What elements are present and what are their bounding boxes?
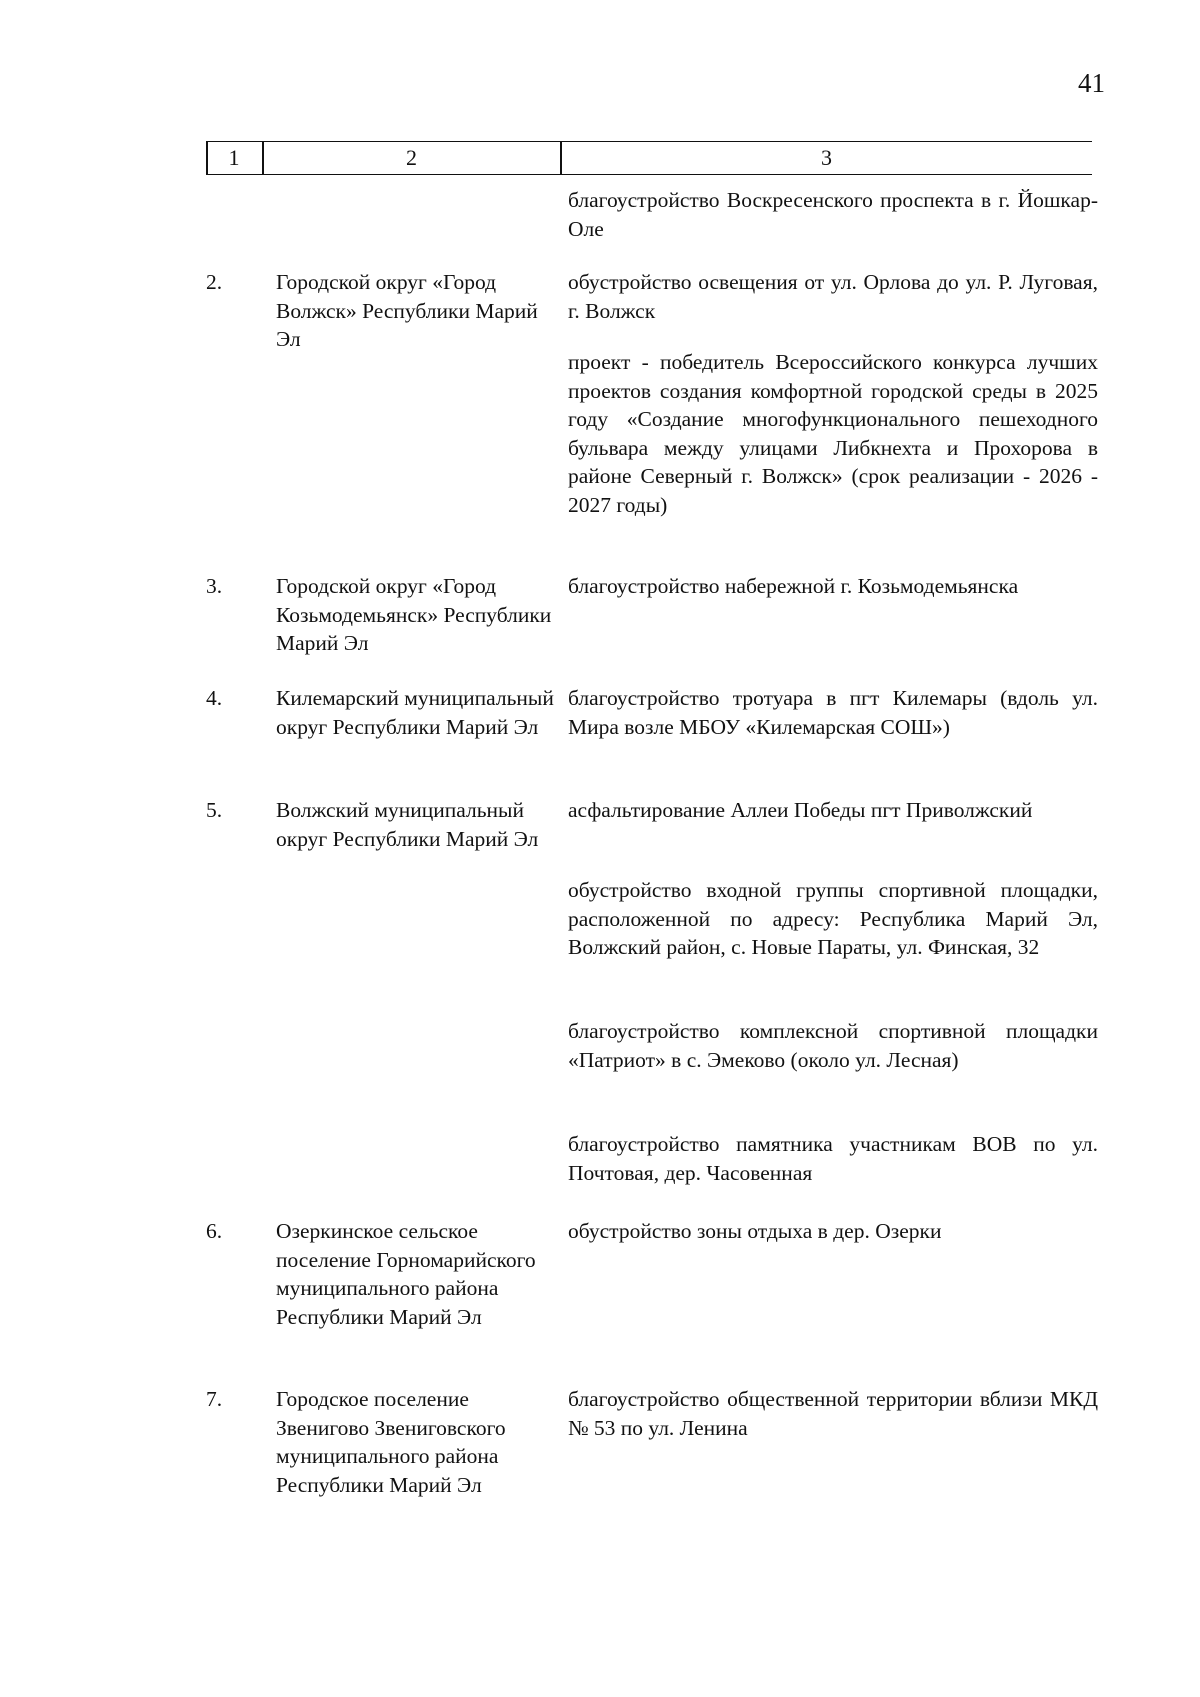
row-number: 6. xyxy=(206,1219,223,1243)
row-item: благоустройство памятника участникам ВОВ по ул. Почтовая, дер. Часовенная xyxy=(568,1132,1098,1185)
header-col-1: 1 xyxy=(228,145,240,170)
page-number: 41 xyxy=(1078,68,1105,98)
row-organization: Городское поселение Звенигово Звениговского муниципального района Республики Марий Эл xyxy=(276,1387,506,1497)
row-item: обустройство входной группы спортивной площадки, расположенной по адресу: Республика Марий Эл, Волжский район, с. Новые Параты, ул. Финская, 32 xyxy=(568,878,1098,959)
row-item: благоустройство комплексной спортивной площадки «Патриот» в с. Эмеково (около ул. Лесная) xyxy=(568,1019,1098,1072)
row-number: 2. xyxy=(206,270,223,294)
row-number: 4. xyxy=(206,686,223,710)
row-item: обустройство зоны отдыха в дер. Озерки xyxy=(568,1219,942,1243)
row-organization: Городской округ «Город Волжск» Республики Марий Эл xyxy=(276,270,538,351)
header-col-3: 3 xyxy=(821,145,832,170)
row-organization: Килемарский муниципальный округ Республики Марий Эл xyxy=(276,686,554,739)
row-number: 7. xyxy=(206,1387,223,1411)
row-item: обустройство освещения от ул. Орлова до ул. Р. Луговая, г. Волжск xyxy=(568,270,1098,323)
row-organization: Озеркинское сельское поселение Горномарийского муниципального района Республики Марий Эл xyxy=(276,1219,536,1329)
row-item: благоустройство общественной территории вблизи МКД № 53 по ул. Ленина xyxy=(568,1387,1098,1440)
row-item: проект - победитель Всероссийского конкурса лучших проектов создания комфортной городской среды в 2025 году «Создание многофункционального пешеходного бульвара между улицами Либкнехта и Прохорова в районе Северный г. Волжск» (срок реализации - 2026 - 2027 годы) xyxy=(568,350,1098,517)
row-organization: Городской округ «Город Козьмодемьянск» Республики Марий Эл xyxy=(276,574,552,655)
row-item: благоустройство тротуара в пгт Килемары (вдоль ул. Мира возле МБОУ «Килемарская СОШ») xyxy=(568,686,1098,739)
row-item: благоустройство Воскресенского проспекта в г. Йошкар-Оле xyxy=(568,188,1098,241)
row-item: благоустройство набережной г. Козьмодемьянска xyxy=(568,574,1019,598)
row-item: асфальтирование Аллеи Победы пгт Приволжский xyxy=(568,798,1033,822)
row-organization: Волжский муниципальный округ Республики Марий Эл xyxy=(276,798,539,851)
row-number: 5. xyxy=(206,798,223,822)
header-col-2: 2 xyxy=(406,145,417,170)
table-header-row xyxy=(206,141,1092,175)
row-number: 3. xyxy=(206,574,223,598)
